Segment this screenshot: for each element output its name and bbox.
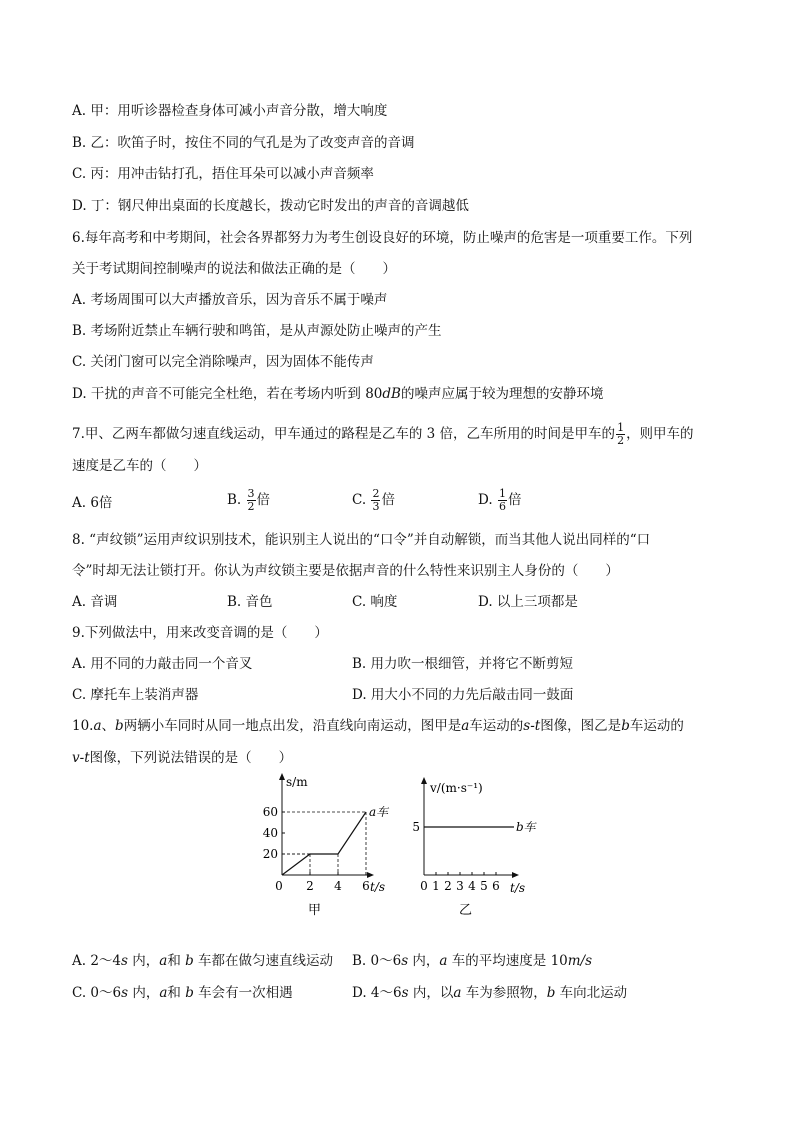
x-tick-label: 0 — [275, 879, 283, 893]
chart-yi-caption: 乙 — [459, 903, 473, 918]
q8-option-a: A. 音调 — [72, 594, 118, 610]
chart-yi-vt — [414, 770, 564, 920]
q9-stem: 9.下列做法中，用来改变音调的是（ ） — [72, 625, 328, 641]
fraction-one-half: $\frac{1}{2}$ — [617, 421, 625, 447]
q7-option-b: B. $\frac{3}{2}$ 倍 — [227, 487, 271, 513]
x-axis-label: t/s — [370, 880, 386, 894]
y-tick-label: 5 — [412, 820, 420, 834]
series-a-label: a车 — [369, 805, 389, 819]
q8-option-d: D. 以上三项都是 — [478, 594, 578, 610]
q7-option-d: D. $\frac{1}{6}$ 倍 — [478, 487, 522, 513]
x-tick-label: 3 — [456, 879, 464, 893]
q10-stem-line2: v-t图像，下列说法错误的是（ ） — [72, 750, 293, 766]
q10-option-a: A. 2～4s 内，a和 b 车都在做匀速直线运动 — [72, 953, 334, 969]
q5-option-b: B. 乙：吹笛子时，按住不同的气孔是为了改变声音的音调 — [72, 135, 415, 151]
y-tick-label: 60 — [262, 805, 278, 819]
y-axis-arrow — [421, 777, 427, 784]
q6-option-b: B. 考场附近禁止车辆行驶和鸣笛，是从声源处防止噪声的产生 — [72, 323, 442, 339]
q9-option-c: C. 摩托车上装消声器 — [72, 687, 199, 703]
q6-stem-line1: 6.每年高考和中考期间，社会各界都努力为考生创设良好的环境，防止噪声的危害是一项重要工作。下列 — [72, 230, 693, 246]
y-tick-label: 20 — [262, 847, 278, 861]
x-tick-label: 0 — [420, 879, 428, 893]
x-axis-arrow — [367, 872, 374, 878]
q6-stem-line2: 关于考试期间控制噪声的说法和做法正确的是（ ） — [72, 261, 396, 277]
q8-stem-line2: 令”时却无法让锁打开。你认为声纹锁主要是依据声音的什么特性来识别主人身份的（ ） — [72, 563, 619, 579]
x-tick-label: 1 — [432, 879, 440, 893]
q10-option-d: D. 4～6s 内，以a 车为参照物，b 车向北运动 — [352, 985, 628, 1001]
series-b-label: b车 — [516, 820, 536, 834]
x-tick-label: 6 — [492, 879, 500, 893]
chart-jia-st — [262, 770, 402, 920]
q10-option-c: C. 0～6s 内，a和 b 车会有一次相遇 — [72, 985, 293, 1001]
series-a-line — [282, 812, 366, 875]
q9-option-a: A. 用不同的力敲击同一个音叉 — [72, 656, 253, 672]
q5-option-d: D. 丁：钢尺伸出桌面的长度越长，拨动它时发出的声音的音调越低 — [72, 198, 469, 214]
q7-option-c: C. $\frac{2}{3}$ 倍 — [352, 487, 395, 513]
q5-option-c: C. 丙：用冲击钻打孔，捂住耳朵可以减小声音频率 — [72, 166, 374, 182]
q5-option-a: A. 甲：用听诊器检查身体可减小声音分散，增大响度 — [72, 103, 388, 119]
q6-option-a: A. 考场周围可以大声播放音乐，因为音乐不属于噪声 — [72, 292, 388, 308]
x-tick-label: 6 — [362, 879, 370, 893]
q8-option-c: C. 响度 — [352, 594, 398, 610]
y-tick-label: 40 — [262, 826, 278, 840]
q8-stem-line1: 8. “声纹锁”运用声纹识别技术，能识别主人说出的“口令”并自动解锁，而当其他人说出同样的“口 — [72, 532, 651, 548]
y-axis-label: v/(m·s⁻¹) — [430, 781, 483, 795]
x-axis-label: t/s — [510, 881, 526, 895]
x-tick-label: 2 — [306, 879, 314, 893]
chart-jia-caption: 甲 — [308, 903, 322, 918]
unit-db: dB — [382, 386, 401, 402]
q6-option-c: C. 关闭门窗可以完全消除噪声，因为固体不能传声 — [72, 354, 374, 370]
x-axis-arrow — [512, 872, 519, 878]
q10-stem-line1: 10.a、b两辆小车同时从同一地点出发，沿直线向南运动，图甲是a车运动的s-t图像，图乙是b车运动的 — [72, 718, 684, 734]
q9-option-d: D. 用大小不同的力先后敲击同一鼓面 — [352, 687, 574, 703]
q7-stem-line2: 速度是乙车的（ ） — [72, 458, 207, 474]
q7-option-a: A. 6倍 — [72, 495, 113, 511]
y-axis-label: s/m — [286, 775, 308, 789]
q7-stem-line1: 7.甲、乙两车都做匀速直线运动，甲车通过的路程是乙车的 3 倍，乙车所用的时间是甲车的 $\frac{1}{2}$ ，则甲车的 — [72, 421, 694, 447]
q6-option-d: D. 干扰的声音不可能完全杜绝，若在考场内听到 80dB的噪声应属于较为理想的安静环境 — [72, 386, 604, 402]
x-tick-label: 5 — [480, 879, 488, 893]
x-tick-label: 4 — [334, 879, 342, 893]
y-axis-arrow — [279, 773, 285, 780]
x-tick-label: 4 — [468, 879, 476, 893]
q9-option-b: B. 用力吹一根细管，并将它不断剪短 — [352, 656, 574, 672]
q8-option-b: B. 音色 — [227, 594, 273, 610]
x-tick-label: 2 — [444, 879, 452, 893]
q10-option-b: B. 0～6s 内，a 车的平均速度是 10m/s — [352, 953, 593, 969]
